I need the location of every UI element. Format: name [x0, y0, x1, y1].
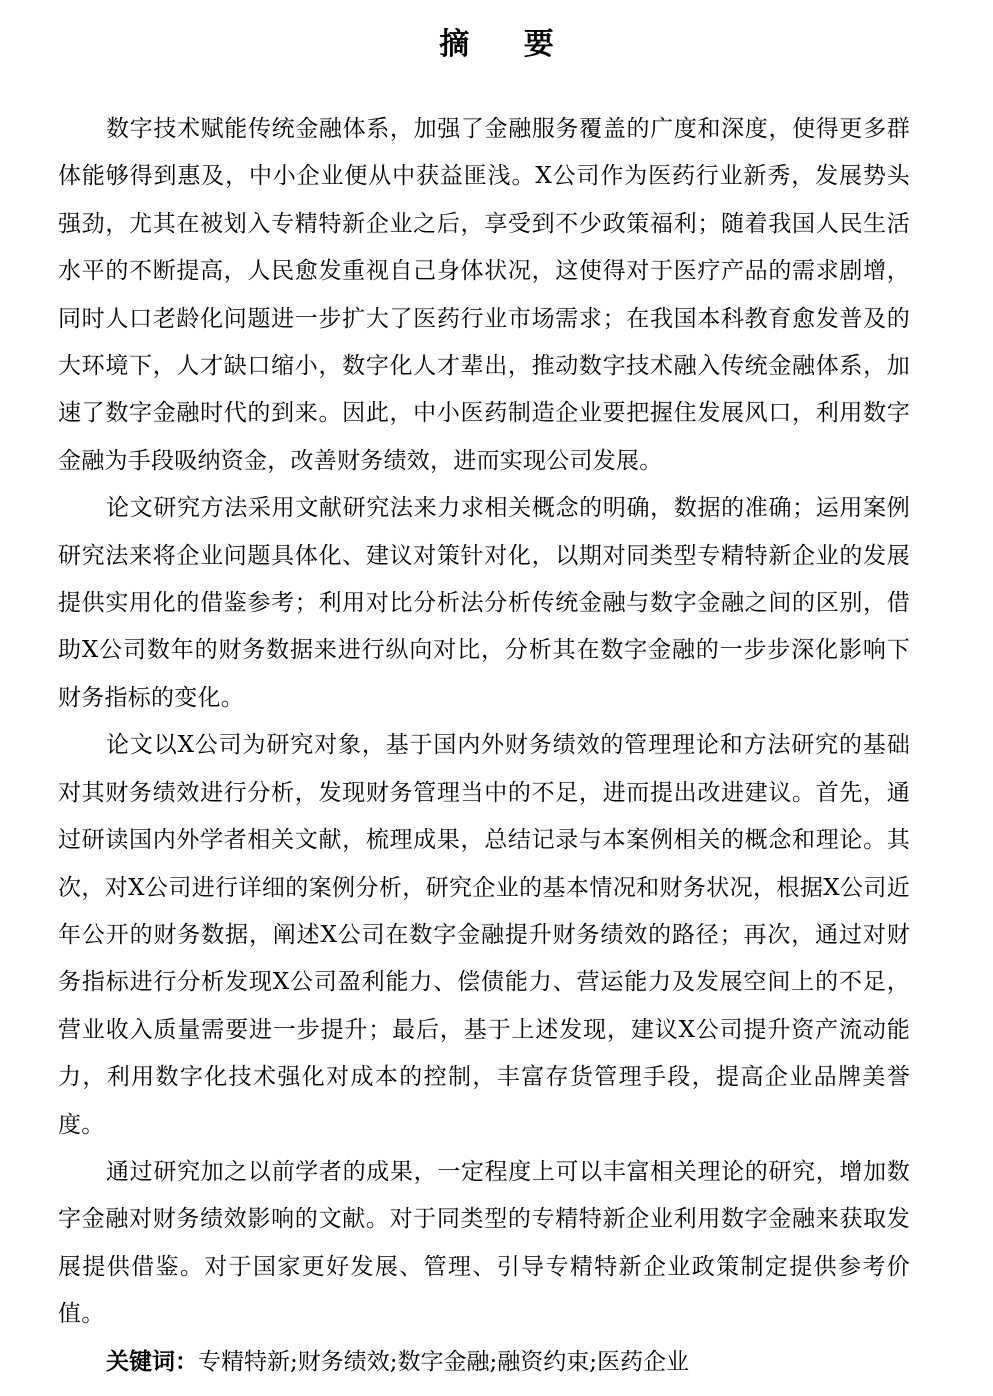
abstract-body: [58, 106, 910, 1386]
keywords-list: 专精特新;财务绩效;数字金融;融资约束;医药企业: [198, 1348, 689, 1375]
keywords-line: [58, 1339, 910, 1386]
page-title: 摘 要: [439, 27, 576, 62]
abstract-paragraph-1: 数字技术赋能传统金融体系，加强了金融服务覆盖的广度和深度，使得更多群体能够得到惠及，中小企业便从中获益匪浅。X公司作为医药行业新秀，发展势头强劲，尤其在被划入专精特新企业之后，享受到不少政策福利；随着我国人民生活水平的不断提高，人民愈发重视自己身体状况，这使得对于医疗产品的需求剧增，同时人口老龄化问题进一步扩大了医药行业市场需求；在我国本科教育愈发普及的大环境下，人才缺口缩小，数字化人才辈出，推动数字技术融入传统金融体系，加速了数字金融时代的到来。因此，中小医药制造企业要把握住发展风口，利用数字金融为手段吸纳资金，改善财务绩效，进而实现公司发展。: [58, 116, 910, 474]
keywords-label: 关键词：: [106, 1348, 198, 1375]
abstract-paragraph-2: 论文研究方法采用文献研究法来力求相关概念的明确，数据的准确；运用案例研究法来将企业问题具体化、建议对策针对化，以期对同类型专精特新企业的发展提供实用化的借鉴参考；利用对比分析法分析传统金融与数字金融之间的区别，借助X公司数年的财务数据来进行纵向对比，分析其在数字金融的一步步深化影响下财务指标的变化。: [58, 495, 910, 711]
abstract-paragraph-3: 论文以X公司为研究对象，基于国内外财务绩效的管理理论和方法研究的基础对其财务绩效进行分析，发现财务管理当中的不足，进而提出改进建议。首先，通过研读国内外学者相关文献，梳理成果，总结记录与本案例相关的概念和理论。其次，对X公司进行详细的案例分析，研究企业的基本情况和财务状况，根据X公司近年公开的财务数据，阐述X公司在数字金融提升财务绩效的路径；再次，通过对财务指标进行分析发现X公司盈利能力、偿债能力、营运能力及发展空间上的不足，营业收入质量需要进一步提升；最后，基于上述发现，建议X公司提升资产流动能力，利用数字化技术强化对成本的控制，丰富存货管理手段，提高企业品牌美誉度。: [58, 732, 910, 1138]
abstract-paragraph-4: 通过研究加之以前学者的成果，一定程度上可以丰富相关理论的研究，增加数字金融对财务绩效影响的文献。对于同类型的专精特新企业利用数字金融来获取发展提供借鉴。对于国家更好发展、管理、引导专精特新企业政策制定提供参考价值。: [58, 1158, 910, 1328]
